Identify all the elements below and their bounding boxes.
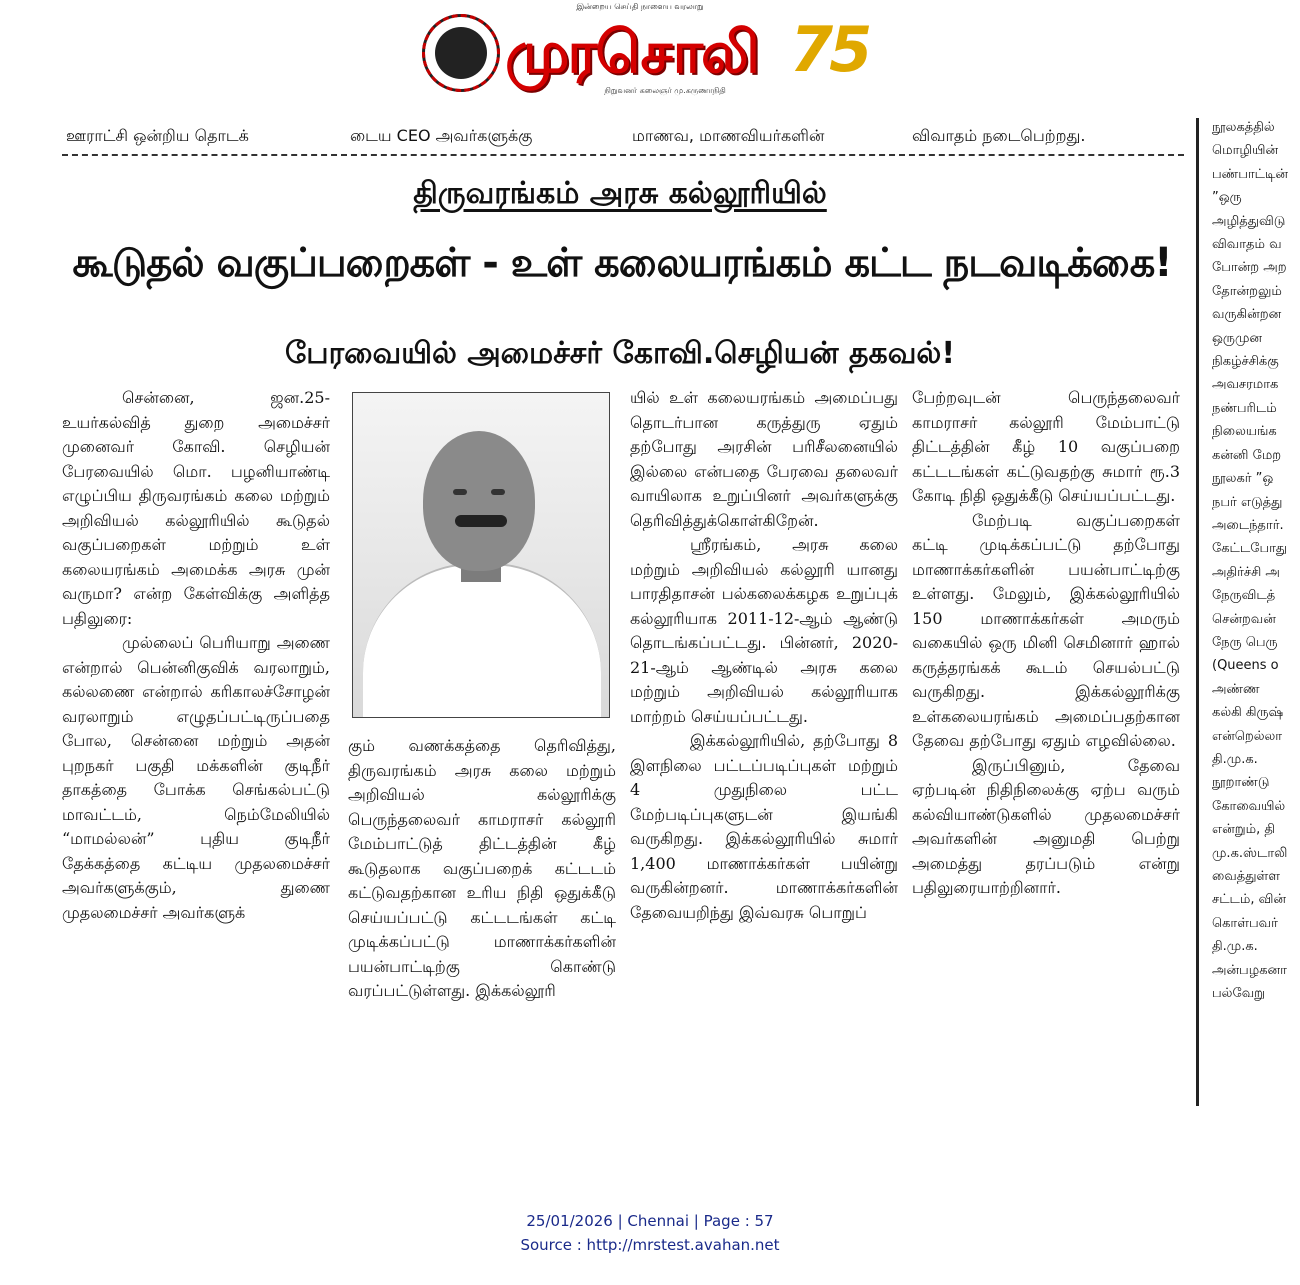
fragment-line: தி.மு.க. bbox=[1212, 939, 1258, 955]
article-column-2 bbox=[348, 734, 616, 1004]
masthead-subtitle: நிறுவனர் கலைஞர் மு.கருணாநிதி bbox=[604, 86, 726, 95]
paragraph: சென்னை, ஜன.25- உயர்கல்வித் துறை அமைச்சர் முனைவர் கோவி. செழியன் பேரவையில் மொ. பழனியாண்டி எழுப்பிய திருவரங்கம் கலை மற்றும் அறிவியல் கல்லூரியில் கூடுதல் வகுப்பறைகள் மற்றும் உள் கலையரங்கம் அமைக்க அரசு முன் வருமா? என்ற கேள்விக்கு அளித்த பதிலுரை: bbox=[62, 388, 330, 628]
strip-text-2: டைய CEO அவர்களுக்கு bbox=[350, 126, 533, 145]
masthead-tagline: இன்றைய செய்தி நாளைய வரலாறு bbox=[576, 2, 704, 11]
fragment-line: கேட்டபோது bbox=[1212, 541, 1288, 557]
fragment-line: அன்பழகனா bbox=[1212, 962, 1287, 978]
fragment-line: என்றெல்லா bbox=[1212, 728, 1283, 744]
paragraph: மேற்படி வகுப்பறைகள் கட்டி முடிக்கப்பட்டு தற்போது மாணாக்கர்களின் பயன்பாட்டிற்கு உள்ளது. மேலும், இக்கல்லூரியில் 150 மாணாக்கர்கள் அமரும் வகையில் ஒரு மினி செமினார் ஹால் கருத்தரங்கக் கூடம் செயல்பட்டு வருகிறது. இக்கல்லூரிக்கு உள்கலையரங்கம் அமைப்பதற்கான தேவை தற்போது ஏதும் எழவில்லை. bbox=[912, 510, 1180, 750]
anniversary-badge: 75 bbox=[790, 13, 869, 86]
fragment-line: சட்டம், வின் bbox=[1212, 892, 1287, 908]
fragment-line: நேரு பெரு bbox=[1212, 634, 1278, 650]
dashed-divider bbox=[62, 154, 1184, 156]
paragraph: யில் உள் கலையரங்கம் அமைப்பது தொடர்பான கருத்துரு ஏதும் தற்போது அரசின் பரிசீலனையில் இல்லை என்பதை பேரவை தலைவர் வாயிலாக உறுப்பினர் அவர்களுக்கு தெரிவித்துக்கொள்கிறேன். bbox=[630, 388, 898, 530]
column-divider bbox=[1196, 118, 1199, 1106]
fragment-line: அண்ண bbox=[1212, 681, 1260, 697]
face-shape bbox=[423, 431, 535, 571]
moustache-shape bbox=[455, 515, 507, 527]
previous-article-strip bbox=[62, 122, 1182, 150]
fragment-line: அடைந்தார். bbox=[1212, 517, 1284, 533]
fragment-line: நண்பரிடம் bbox=[1212, 400, 1277, 416]
page-footer-source: Source : http://mrstest.avahan.net bbox=[520, 1236, 780, 1254]
page-footer-date: 25/01/2026 | Chennai | Page : 57 bbox=[526, 1212, 774, 1230]
fragment-line: கன்னி மேற bbox=[1212, 447, 1282, 463]
adjacent-article-fragment bbox=[1212, 116, 1300, 1106]
emblem-icon bbox=[435, 27, 487, 79]
fragment-line: பல்வேறு bbox=[1212, 986, 1266, 1002]
paragraph: இக்கல்லூரியில், தற்போது 8 இளநிலை பட்டப்படிப்புகள் மற்றும் 4 முதுநிலை பட்ட மேற்படிப்புகளுடன் இயங்கி வருகிறது. இக்கல்லூரியில் சுமார் 1,400 மாணாக்கர்கள் பயின்று வருகின்றனர். மாணாக்கர்களின் தேவையறிந்து இவ்வரசு பொறுப் bbox=[630, 731, 898, 922]
fragment-line: பண்பாட்டின் bbox=[1212, 166, 1288, 182]
fragment-line: போன்ற அற bbox=[1212, 260, 1287, 276]
shirt-shape bbox=[363, 563, 601, 718]
fragment-line: கோவையில் bbox=[1212, 798, 1286, 814]
paragraph: முல்லைப் பெரியாறு அணை என்றால் பென்னிகுவிக் வரலாறும், கல்லணை என்றால் கரிகாலச்சோழன் வரலாறும் எழுதப்பட்டிருப்பதை போல, சென்னை மற்றும் அதன் புறநகர் பகுதி மக்களின் குடிநீர் தாகத்தை போக்க செங்கல்பட்டு மாவட்டம், நெம்மேலியில் “மாமல்லன்” புதிய குடிநீர் தேக்கத்தை கட்டிய முதலமைச்சர் அவர்களுக்கும், துணை முதலமைச்சர் அவர்களுக் bbox=[62, 633, 330, 922]
article-column-3 bbox=[630, 386, 898, 925]
fragment-line: தோன்றலும் bbox=[1212, 283, 1282, 299]
fragment-line: மு.க.ஸ்டாலி bbox=[1212, 845, 1288, 861]
article-subheadline: பேரவையில் அமைச்சர் கோவி.செழியன் தகவல்! bbox=[284, 336, 956, 371]
fragment-line: கல்கி கிருஷ் bbox=[1212, 705, 1284, 721]
paragraph: கும் வணக்கத்தை தெரிவித்து, திருவரங்கம் அரசு கலை மற்றும் அறிவியல் கல்லூரிக்கு பெருந்தலைவர் காமராசர் கல்லூரி மேம்பாட்டுத் திட்டத்தின் கீழ் கூடுதலாக வகுப்பறைக் கட்டடம் கட்டுவதற்கான உரிய நிதி ஒதுக்கீடு செய்யப்பட்டு கட்டடங்கள் கட்டி முடிக்கப்பட்டு மாணாக்கர்களின் பயன்பாட்டிற்கு கொண்டு வரப்பட்டுள்ளது. இக்கல்லூரி bbox=[348, 736, 616, 1000]
strip-text-4: விவாதம் நடைபெற்றது. bbox=[912, 126, 1086, 145]
emblem-logo bbox=[422, 14, 500, 92]
strip-text-1: ஊராட்சி ஒன்றிய தொடக் bbox=[66, 126, 249, 145]
fragment-line: நூறாண்டு bbox=[1212, 775, 1270, 791]
fragment-line: வைத்துள்ள bbox=[1212, 869, 1280, 884]
fragment-line: அதிர்ச்சி அ bbox=[1212, 564, 1280, 580]
fragment-line: ”ஒரு bbox=[1212, 190, 1242, 206]
fragment-line: நேருவிடத் bbox=[1212, 588, 1276, 604]
article-column-1 bbox=[62, 386, 330, 925]
article-kicker: திருவரங்கம் அரசு கல்லூரியில் bbox=[413, 176, 827, 211]
fragment-line: நூலகர் ”ஒ bbox=[1212, 471, 1274, 487]
fragment-line: நிகழ்ச்சிக்கு bbox=[1212, 354, 1279, 370]
fragment-line: விவாதம் வ bbox=[1212, 237, 1282, 253]
paragraph: இருப்பினும், தேவை ஏற்படின் நிதிநிலைக்கு ஏற்ப வரும் கல்வியாண்டுகளில் முதலமைச்சர் அவர்களின் அனுமதி பெற்று அமைத்து தரப்படும் என்று பதிலுரையாற்றினார். bbox=[912, 755, 1180, 897]
fragment-line: சென்றவன் bbox=[1212, 611, 1276, 627]
fragment-line: மொழியின் bbox=[1212, 143, 1279, 159]
fragment-line: அவசரமாக bbox=[1212, 377, 1279, 393]
fragment-line: அழித்துவிடு bbox=[1212, 213, 1286, 229]
fragment-line: நபர் எடுத்து bbox=[1212, 494, 1283, 510]
fragment-line: (Queens o bbox=[1212, 658, 1279, 674]
fragment-line: வருகின்றன bbox=[1212, 307, 1282, 323]
fragment-line: என்றும், தி bbox=[1212, 822, 1275, 838]
fragment-line: நூலகத்தில் bbox=[1212, 120, 1275, 135]
eye-shape bbox=[491, 489, 505, 495]
fragment-line: ஒருமுன bbox=[1212, 330, 1262, 346]
fragment-line: நிலையங்க bbox=[1212, 424, 1277, 440]
fragment-line: கொள்பவர் bbox=[1212, 915, 1278, 931]
paragraph: ஸ்ரீரங்கம், அரசு கலை மற்றும் அறிவியல் கல்லூரி யானது பாரதிதாசன் பல்கலைக்கழக உறுப்புக் கல்லூரியாக 2011-12-ஆம் ஆண்டு தொடங்கப்பட்டது. பின்னர், 2020-21-ஆம் ஆண்டில் அரசு கலை மற்றும் அறிவியல் கல்லூரியாக மாற்றம் செய்யப்பட்டது. bbox=[630, 535, 898, 726]
minister-photo bbox=[352, 392, 610, 718]
fragment-line: தி.மு.க. bbox=[1212, 751, 1258, 767]
article-column-4 bbox=[912, 386, 1180, 901]
newspaper-name: முரசொலி bbox=[505, 18, 758, 86]
paragraph: பேற்றவுடன் பெருந்தலைவர் காமராசர் கல்லூரி மேம்பாட்டு திட்டத்தின் கீழ் 10 வகுப்பறை கட்டடங்கள் கட்டுவதற்கு சுமார் ரூ.3 கோடி நிதி ஒதுக்கீடு செய்யப்பட்டது. bbox=[912, 388, 1180, 505]
strip-text-3: மாணவ, மாணவியர்களின் bbox=[632, 126, 825, 145]
article-headline: கூடுதல் வகுப்பறைகள் - உள் கலையரங்கம் கட்ட நடவடிக்கை! bbox=[72, 240, 1172, 286]
eye-shape bbox=[453, 489, 467, 495]
